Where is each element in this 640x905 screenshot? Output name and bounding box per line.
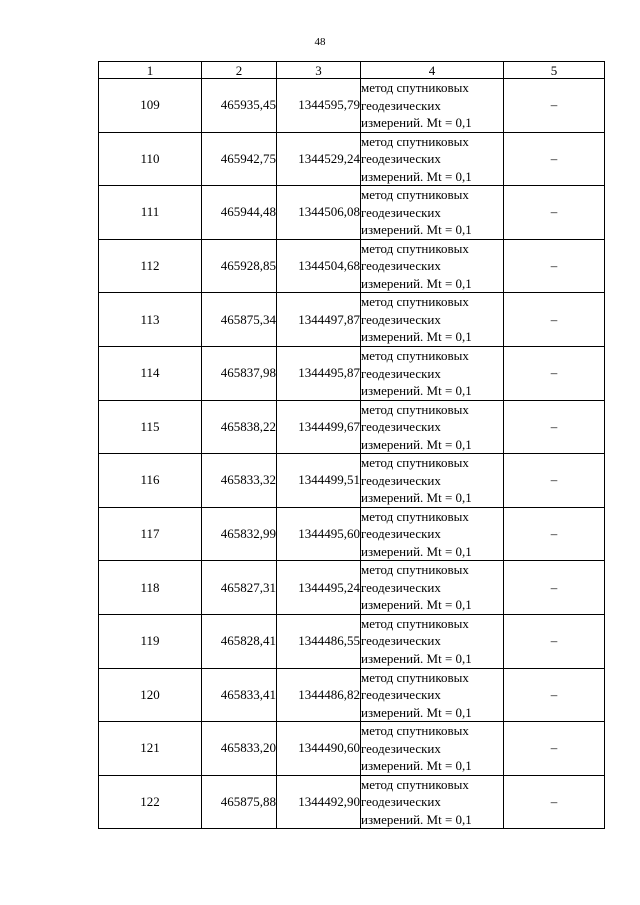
point-number: 111: [99, 186, 202, 240]
point-number: 115: [99, 400, 202, 454]
page-number: 48: [314, 36, 326, 48]
method-line: измерений. Mt = 0,1: [361, 275, 472, 291]
method-line: измерений. Mt = 0,1: [361, 650, 472, 666]
method-line: геодезических: [361, 97, 441, 113]
coordinate-x: 465838,22: [202, 400, 277, 454]
method-cell: [361, 186, 504, 240]
table-row: [99, 400, 605, 454]
method-cell: [361, 614, 504, 668]
point-number: 122: [99, 775, 202, 829]
coordinate-x: 465833,41: [202, 668, 277, 722]
method-cell: [361, 79, 504, 133]
method-cell: [361, 454, 504, 508]
method-cell: [361, 507, 504, 561]
method-line: метод спутниковых: [361, 133, 469, 149]
note-cell: –: [504, 561, 605, 615]
coordinate-x: 465827,31: [202, 561, 277, 615]
coordinate-x: 465928,85: [202, 239, 277, 293]
method-line: геодезических: [361, 633, 441, 649]
method-line: геодезических: [361, 740, 441, 756]
coordinate-x: 465944,48: [202, 186, 277, 240]
note-cell: –: [504, 79, 605, 133]
method-line: метод спутниковых: [361, 401, 469, 417]
table-row: [99, 561, 605, 615]
coordinate-y: 1344495,60: [277, 507, 361, 561]
coordinate-x: 465828,41: [202, 614, 277, 668]
method-line: метод спутниковых: [361, 669, 469, 685]
point-number: 114: [99, 346, 202, 400]
column-header: 3: [277, 62, 361, 79]
method-line: метод спутниковых: [361, 615, 469, 631]
table-row: [99, 293, 605, 347]
point-number: 121: [99, 722, 202, 776]
coordinate-y: 1344504,68: [277, 239, 361, 293]
table-row: [99, 668, 605, 722]
table-header-row: [99, 62, 605, 79]
method-line: метод спутниковых: [361, 80, 469, 96]
coordinate-y: 1344529,24: [277, 132, 361, 186]
method-cell: [361, 668, 504, 722]
note-cell: –: [504, 775, 605, 829]
coordinate-y: 1344490,60: [277, 722, 361, 776]
point-number: 117: [99, 507, 202, 561]
point-number: 119: [99, 614, 202, 668]
method-cell: [361, 239, 504, 293]
note-cell: –: [504, 722, 605, 776]
coordinate-y: 1344492,90: [277, 775, 361, 829]
table-row: [99, 614, 605, 668]
point-number: 109: [99, 79, 202, 133]
method-line: измерений. Mt = 0,1: [361, 383, 472, 399]
note-cell: –: [504, 346, 605, 400]
table-row: [99, 454, 605, 508]
method-cell: [361, 561, 504, 615]
method-line: метод спутниковых: [361, 776, 469, 792]
table-row: [99, 346, 605, 400]
method-line: измерений. Mt = 0,1: [361, 329, 472, 345]
method-line: геодезических: [361, 311, 441, 327]
method-line: геодезических: [361, 472, 441, 488]
method-line: метод спутниковых: [361, 294, 469, 310]
method-cell: [361, 722, 504, 776]
table-row: [99, 507, 605, 561]
point-number: 120: [99, 668, 202, 722]
method-line: геодезических: [361, 204, 441, 220]
method-line: измерений. Mt = 0,1: [361, 758, 472, 774]
method-cell: [361, 346, 504, 400]
table-row: [99, 239, 605, 293]
method-cell: [361, 775, 504, 829]
method-cell: [361, 400, 504, 454]
point-number: 116: [99, 454, 202, 508]
method-line: измерений. Mt = 0,1: [361, 597, 472, 613]
method-line: измерений. Mt = 0,1: [361, 543, 472, 559]
note-cell: –: [504, 668, 605, 722]
method-line: метод спутниковых: [361, 562, 469, 578]
note-cell: –: [504, 293, 605, 347]
method-line: измерений. Mt = 0,1: [361, 222, 472, 238]
note-cell: –: [504, 507, 605, 561]
point-number: 110: [99, 132, 202, 186]
coordinate-y: 1344506,08: [277, 186, 361, 240]
coordinate-x: 465837,98: [202, 346, 277, 400]
note-cell: –: [504, 239, 605, 293]
method-line: геодезических: [361, 579, 441, 595]
method-line: измерений. Mt = 0,1: [361, 811, 472, 827]
coordinate-x: 465942,75: [202, 132, 277, 186]
coordinates-table: [98, 61, 605, 829]
method-line: геодезических: [361, 258, 441, 274]
table-row: [99, 722, 605, 776]
coordinate-x: 465935,45: [202, 79, 277, 133]
method-line: метод спутниковых: [361, 723, 469, 739]
coordinate-x: 465832,99: [202, 507, 277, 561]
column-header: 5: [504, 62, 605, 79]
method-line: измерений. Mt = 0,1: [361, 436, 472, 452]
point-number: 113: [99, 293, 202, 347]
note-cell: –: [504, 400, 605, 454]
method-line: метод спутниковых: [361, 455, 469, 471]
method-line: метод спутниковых: [361, 187, 469, 203]
coordinate-y: 1344495,24: [277, 561, 361, 615]
column-header: 4: [361, 62, 504, 79]
method-line: измерений. Mt = 0,1: [361, 704, 472, 720]
point-number: 112: [99, 239, 202, 293]
method-line: геодезических: [361, 794, 441, 810]
coordinate-y: 1344497,87: [277, 293, 361, 347]
table-row: [99, 186, 605, 240]
note-cell: –: [504, 186, 605, 240]
method-line: метод спутниковых: [361, 508, 469, 524]
coordinate-y: 1344499,51: [277, 454, 361, 508]
coordinate-x: 465875,34: [202, 293, 277, 347]
method-line: геодезических: [361, 526, 441, 542]
method-line: геодезических: [361, 151, 441, 167]
point-number: 118: [99, 561, 202, 615]
note-cell: –: [504, 454, 605, 508]
method-line: метод спутниковых: [361, 348, 469, 364]
table-body: [99, 79, 605, 829]
method-line: измерений. Mt = 0,1: [361, 490, 472, 506]
note-cell: –: [504, 132, 605, 186]
method-line: измерений. Mt = 0,1: [361, 168, 472, 184]
column-header: 1: [99, 62, 202, 79]
table-row: [99, 132, 605, 186]
coordinate-y: 1344499,67: [277, 400, 361, 454]
note-cell: –: [504, 614, 605, 668]
column-header: 2: [202, 62, 277, 79]
table-row: [99, 775, 605, 829]
coordinate-y: 1344495,87: [277, 346, 361, 400]
method-line: геодезических: [361, 365, 441, 381]
method-cell: [361, 293, 504, 347]
coordinate-y: 1344486,55: [277, 614, 361, 668]
method-line: геодезических: [361, 419, 441, 435]
coordinate-y: 1344595,79: [277, 79, 361, 133]
coordinate-x: 465833,20: [202, 722, 277, 776]
coordinate-x: 465875,88: [202, 775, 277, 829]
method-cell: [361, 132, 504, 186]
method-line: измерений. Mt = 0,1: [361, 115, 472, 131]
method-line: геодезических: [361, 687, 441, 703]
table-row: [99, 79, 605, 133]
coordinate-x: 465833,32: [202, 454, 277, 508]
coordinate-y: 1344486,82: [277, 668, 361, 722]
method-line: метод спутниковых: [361, 240, 469, 256]
